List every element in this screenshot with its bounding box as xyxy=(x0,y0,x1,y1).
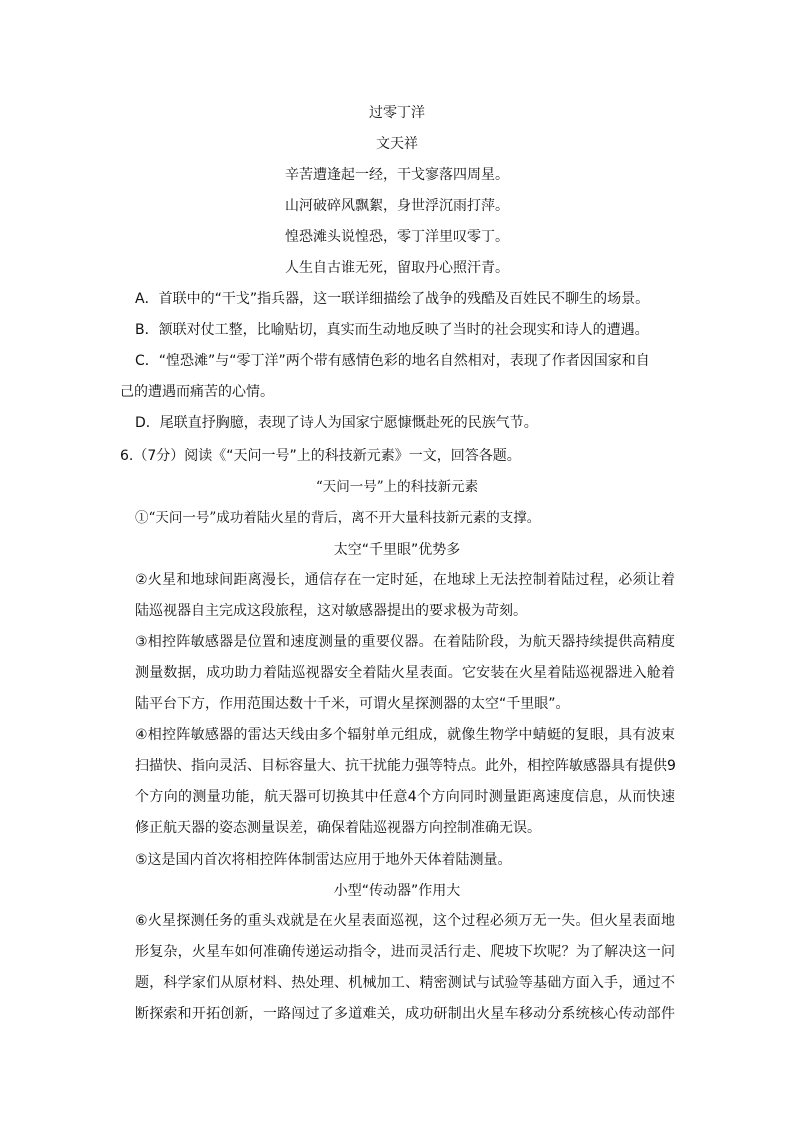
paragraph-5: ⑤这是国内首次将相控阵体制雷达应用于地外天体着陆测量。 xyxy=(135,852,512,868)
poem-line-2: 山河破碎风飘絮，身世浮沉雨打萍。 xyxy=(285,198,509,214)
question-6-prompt: 6.（7分）阅读《“天问一号”上的科技新元素》一文，回答各题。 xyxy=(120,448,521,464)
poem-line-1: 辛苦遭逢起一经，干戈寥落四周星。 xyxy=(285,167,509,183)
option-a: A．首联中的“干戈”指兵器，这一联详细描绘了战争的残酷及百姓民不聊生的场景。 xyxy=(135,291,650,307)
option-b: B．颔联对仗工整，比喻贴切，真实而生动地反映了当时的社会现实和诗人的遭遇。 xyxy=(135,322,649,338)
poem-author: 文天祥 xyxy=(376,136,418,152)
paragraph-4-line-4: 修正航天器的姿态测量误差，确保着陆巡视器方向控制准确无误。 xyxy=(135,820,541,836)
article-title: “天问一号”上的科技新元素 xyxy=(315,479,479,495)
section-heading-2: 小型“传动器”作用大 xyxy=(333,883,461,899)
option-c-line-1: C．“惶恐滩”与“零丁洋”两个带有感情色彩的地名自然相对，表现了作者因国家和自 xyxy=(135,353,650,369)
paragraph-2-line-1: ②火星和地球间距离漫长，通信存在一定时延，在地球上无法控制着陆过程，必须让着 xyxy=(135,572,675,588)
paragraph-3-line-2: 测量数据，成功助力着陆巡视器安全着陆火星表面。它安装在火星着陆巡视器进入舱着 xyxy=(135,665,675,681)
paragraph-2-line-2: 陆巡视器自主完成这段旅程，这对敏感器提出的要求极为苛刻。 xyxy=(135,603,527,619)
paragraph-6-line-4: 断探索和开拓创新，一路闯过了多道难关，成功研制出火星车移动分系统核心传动部件 xyxy=(135,1006,675,1022)
paragraph-6-line-3: 题，科学家们从原材料、热处理、机械加工、精密测试与试验等基础方面入手，通过不 xyxy=(135,975,675,991)
paragraph-6-line-1: ⑥火星探测任务的重头戏就是在火星表面巡视，这个过程必须万无一失。但火星表面地 xyxy=(135,913,675,929)
poem-line-3: 惶恐滩头说惶恐，零丁洋里叹零丁。 xyxy=(285,229,509,245)
paragraph-4-line-1: ④相控阵敏感器的雷达天线由多个辐射单元组成，就像生物学中蜻蜓的复眼，具有波束 xyxy=(135,727,675,743)
poem-line-4: 人生自古谁无死，留取丹心照汗青。 xyxy=(285,260,509,276)
paragraph-3-line-3: 陆平台下方，作用范围达数十千米，可谓火星探测器的太空“千里眼”。 xyxy=(135,696,570,712)
article-paragraph-1: ①“天问一号”成功着陆火星的背后，离不开大量科技新元素的支撑。 xyxy=(135,510,541,526)
paragraph-4-line-2: 扫描快、指向灵活、目标容量大、抗干扰能力强等特点。此外，相控阵敏感器具有提供9 xyxy=(135,758,676,774)
option-c-line-2: 己的遭遇而痛苦的心情。 xyxy=(120,384,274,400)
paragraph-3-line-1: ③相控阵敏感器是位置和速度测量的重要仪器。在着陆阶段，为航天器持续提供高精度 xyxy=(135,634,675,650)
paragraph-6-line-2: 形复杂，火星车如何准确传递运动指令，进而灵活行走、爬坡下坎呢？为了解决这一问 xyxy=(135,944,675,960)
paragraph-4-line-3: 个方向的测量功能，航天器可切换其中任意4个方向同时测量距离速度信息，从而快速 xyxy=(135,789,675,805)
poem-title: 过零丁洋 xyxy=(369,105,425,121)
option-d: D．尾联直抒胸臆，表现了诗人为国家宁愿慷慨赴死的民族气节。 xyxy=(135,415,538,431)
section-heading-1: 太空“千里眼”优势多 xyxy=(333,542,461,558)
